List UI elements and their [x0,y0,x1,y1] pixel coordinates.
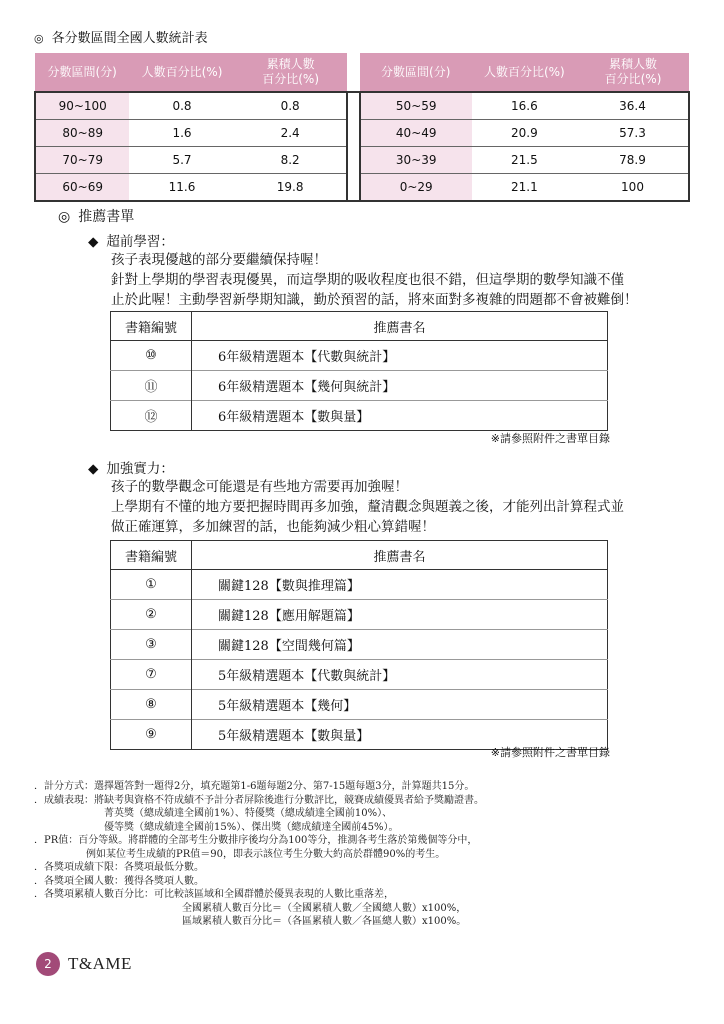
brand-logo: T&AME [68,954,132,973]
advance-book-table [110,311,608,431]
stats-section-title: ◎ 各分數區間全國人數統計表 [34,31,208,46]
table-row: 70~79 5.7 8.2 30~39 21.5 78.9 [35,147,689,174]
advance-paragraph: 孩子表現優越的部分要繼續保持喔！ 針對上學期的學習表現優異，而這學期的吸收程度也很不錯，但這學期的數學知識不僅 止於此喔！主動學習新學期知識，勤於預習的話，將來面對多複雜的問題都不會被難倒！ [111,252,638,308]
footnote-line: 菁英獎（總成績達全國前1%）、特優獎（總成績達全國前10%）、 [104,808,393,819]
table-row: 90~100 0.8 0.8 50~59 16.6 36.4 [35,92,689,120]
footnotes [34,780,674,929]
table-row: ③ 關鍵128【空間幾何篇】 [111,630,608,660]
bullet-icon: ◎ [58,209,71,225]
table-row: 80~89 1.6 2.4 40~49 20.9 57.3 [35,120,689,147]
stats-table [34,53,690,202]
col-header-range: 分數區間(分) [35,53,129,92]
footnote-line: ．成績表現：將缺考與資格不符成績不予計分者屏除後進行分數評比，競賽成績優異者給予獎勵證書。 [34,794,484,806]
book-list-note: ※請參照附件之書單目錄 [490,746,610,759]
book-list-note: ※請參照附件之書單目錄 [490,432,610,445]
table-row: ⑦ 5年級精選題本【代數與統計】 [111,660,608,690]
table-row: ⑪ 6年級精選題本【幾何與統計】 [111,371,608,401]
col-header-cumulative: 累積人數 百分比(%) [235,53,347,92]
strengthen-heading: ◆ 加強實力： [88,461,174,477]
col-header-book-name: 推薦書名 [192,541,608,570]
table-row: ⑨ 5年級精選題本【數與量】 [111,720,608,750]
footnote-line: 全國累積人數百分比＝（全國累積人數／全國總人數）x100%， [182,902,467,914]
footnote-line: ．各獎項全國人數：獲得各獎項人數。 [34,875,204,887]
footnote-line: ．計分方式：選擇題答對一題得2分，填充題第1-6題每題2分、第7-15題每題3分，計算題共15分。 [34,781,475,792]
page-number-badge: 2 [36,952,60,976]
advance-heading: ◆ 超前學習： [88,234,174,250]
footnote-line: ．PR值：百分等級。將群體的全部考生分數排序後均分為100等分，推測各考生落於第幾個等分中， [34,835,478,846]
strengthen-book-table [110,540,608,750]
col-header-range: 分數區間(分) [360,53,472,92]
col-header-cumulative: 累積人數 百分比(%) [577,53,689,92]
table-row: 60~69 11.6 19.8 0~29 21.1 100 [35,174,689,202]
col-header-book-number: 書籍編號 [111,541,192,570]
table-row: ① 關鍵128【數與推理篇】 [111,570,608,600]
table-row: ⑩ 6年級精選題本【代數與統計】 [111,341,608,371]
bullet-icon: ◎ [34,32,44,45]
col-header-percent: 人數百分比(%) [129,53,234,92]
footnote-line: 例如某位考生成績的PR值＝90，即表示該位考生分數大約高於群體90%的考生。 [86,848,446,860]
col-header-percent: 人數百分比(%) [472,53,577,92]
footnote-line: 優等獎（總成績達全國前15%）、傑出獎（總成績達全國前45%）。 [104,821,399,833]
diamond-icon: ◆ [88,461,99,477]
table-row: ⑫ 6年級精選題本【數與量】 [111,401,608,431]
diamond-icon: ◆ [88,234,99,250]
footnote-line: 區域累積人數百分比＝（各區累積人數／各區總人數）x100%。 [182,916,467,927]
footnote-line: ．各獎項累積人數百分比：可比較該區域和全國群體於優異表現的人數比重落差， [34,889,394,900]
col-header-book-number: 書籍編號 [111,312,192,341]
table-row: ⑧ 5年級精選題本【幾何】 [111,690,608,720]
footnote-line: ．各獎項成績下限：各獎項最低分數。 [34,862,204,873]
strengthen-paragraph: 孩子的數學觀念可能還是有些地方需要再加強喔！ 上學期有不懂的地方要把握時間再多加強，釐清觀念與題義之後，才能列出計算程式並 做正確運算，多加練習的話，也能夠減少粗心算錯喔！ [111,479,624,535]
rec-section-title: ◎ 推薦書單 [58,209,135,225]
table-row: ② 關鍵128【應用解題篇】 [111,600,608,630]
col-header-book-name: 推薦書名 [192,312,608,341]
